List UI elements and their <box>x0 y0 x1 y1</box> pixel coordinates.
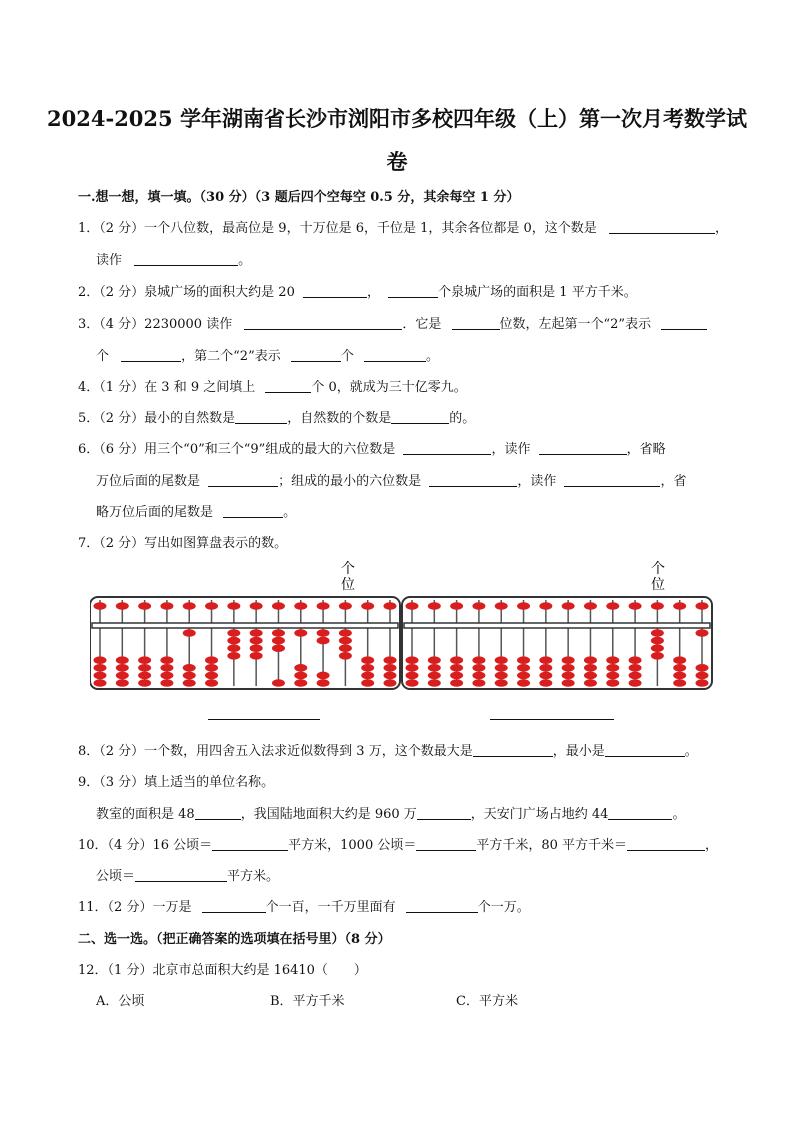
q6-period: 。 <box>283 505 297 520</box>
q3-text-2: ．它是 <box>402 317 442 332</box>
q7-answer-line-2[interactable] <box>490 719 614 720</box>
abacus-bead-lower <box>651 644 664 652</box>
abacus-bead-lower <box>227 629 240 637</box>
q6-blank-min[interactable] <box>429 485 517 487</box>
abacus-bead-lower <box>205 656 218 664</box>
q11-text-2: 个一百，一千万里面有 <box>265 900 396 915</box>
abacus-bead-lower <box>138 679 151 687</box>
q8-blank-max[interactable] <box>473 755 553 757</box>
ones-place-label-char1: 个 <box>651 561 665 577</box>
abacus-bead-lower <box>94 656 107 664</box>
abacus-bead-lower <box>606 664 619 672</box>
q6-text-5: ；组成的最小的六位数是 <box>278 474 422 489</box>
question-9: 9．（3 分）填上适当的单位名称。 <box>78 775 275 790</box>
abacus-bead-lower <box>361 672 374 680</box>
q1-blank-reading[interactable] <box>134 264 238 266</box>
abacus-bead-lower <box>138 664 151 672</box>
abacus-bead-lower <box>317 637 330 645</box>
abacus-figure <box>90 557 716 691</box>
q2-blank-count[interactable] <box>388 296 438 298</box>
abacus-bead-upper <box>406 602 419 610</box>
abacus-bead-lower <box>384 672 397 680</box>
abacus-bead-lower <box>562 672 575 680</box>
q3-text-3: 位数，左起第一个“2”表示 <box>499 317 652 332</box>
abacus-bead-lower <box>183 664 196 672</box>
q3-text-6: 个 <box>340 349 354 364</box>
abacus-bead-upper <box>562 602 575 610</box>
question-6-line3 <box>96 501 296 520</box>
abacus-bead-lower <box>294 629 307 637</box>
abacus-bead-lower <box>517 656 530 664</box>
abacus-bead-lower <box>227 637 240 645</box>
abacus-bead-upper <box>673 602 686 610</box>
q10-blank-4[interactable] <box>135 880 227 882</box>
abacus-bead-lower <box>227 652 240 660</box>
question-12: 12．（1 分）北京市总面积大约是 16410（ ） <box>78 963 367 978</box>
q3-text-4: 个 <box>96 349 110 364</box>
abacus-bead-lower <box>339 652 352 660</box>
abacus-bead-lower <box>629 656 642 664</box>
q5-text-3: 的。 <box>449 411 476 426</box>
question-6 <box>78 438 666 457</box>
q12-option-a[interactable]: A．公顷 <box>96 994 145 1009</box>
abacus-bead-lower <box>584 656 597 664</box>
abacus-bead-lower <box>606 656 619 664</box>
abacus-bead-upper <box>227 602 240 610</box>
question-10 <box>78 834 718 853</box>
abacus-frame <box>402 597 712 689</box>
q9-text: 教室的面积是 48 <box>96 807 195 822</box>
question-6-line2 <box>96 470 686 489</box>
abacus-bead-upper <box>361 602 374 610</box>
abacus-bead-upper <box>294 602 307 610</box>
abacus-bead-lower <box>250 652 263 660</box>
q12-option-b[interactable]: B．平方千米 <box>270 994 345 1009</box>
abacus-bead-lower <box>339 637 352 645</box>
q6-blank-min-reading[interactable] <box>564 485 660 487</box>
page-title: 2024-2025 学年湖南省长沙市浏阳市多校四年级（上）第一次月考数学试 <box>47 106 747 131</box>
abacus-bead-lower <box>472 679 485 687</box>
q4-text-2: 个 0，就成为三十亿零九。 <box>311 380 467 395</box>
abacus-bead-lower <box>384 664 397 672</box>
q1-text: 1．（2 分）一个八位数，最高位是 9，十万位是 6，千位是 1，其余各位都是 0，这个数是 <box>78 221 597 236</box>
q6-blank-min-approx[interactable] <box>223 516 283 518</box>
q5-blank-2[interactable] <box>391 422 449 424</box>
question-1-line2 <box>96 249 251 268</box>
q12-option-c[interactable]: C．平方米 <box>456 994 518 1009</box>
abacus-bead-lower <box>606 672 619 680</box>
abacus-bead-upper <box>160 602 173 610</box>
abacus-right <box>402 597 712 689</box>
section-heading-2: 二、选一选。（把正确答案的选项填在括号里）（8 分） <box>78 932 391 947</box>
q6-text-3: ，省略 <box>626 442 666 457</box>
abacus-bead-lower <box>138 656 151 664</box>
q9-period: 。 <box>672 807 686 822</box>
abacus-bead-lower <box>428 672 441 680</box>
abacus-bead-upper <box>428 602 441 610</box>
q6-blank-max[interactable] <box>403 453 491 455</box>
q10-text-4: 公顷＝ <box>96 869 136 884</box>
abacus-bead-upper <box>138 602 151 610</box>
abacus-bead-lower <box>673 664 686 672</box>
question-5 <box>78 407 475 426</box>
q6-blank-max-reading[interactable] <box>539 453 627 455</box>
abacus-bead-lower <box>272 629 285 637</box>
abacus-bead-lower <box>428 656 441 664</box>
q2-comma: ， <box>367 285 381 300</box>
abacus-bead-upper <box>339 602 352 610</box>
abacus-bead-lower <box>562 656 575 664</box>
abacus-bead-lower <box>406 656 419 664</box>
abacus-bead-lower <box>629 672 642 680</box>
q3-blank-reading[interactable] <box>244 328 402 330</box>
abacus-bead-lower <box>673 672 686 680</box>
abacus-bead-lower <box>250 629 263 637</box>
abacus-bead-lower <box>696 672 709 680</box>
abacus-bead-lower <box>94 664 107 672</box>
abacus-bead-lower <box>183 672 196 680</box>
abacus-bead-lower <box>384 656 397 664</box>
abacus-bead-lower <box>495 664 508 672</box>
abacus-frame <box>90 597 400 689</box>
q8-blank-min[interactable] <box>605 755 685 757</box>
q1-comma: ， <box>714 221 728 236</box>
q8-text: 8．（2 分）一个数，用四舍五入法求近似数得到 3 万，这个数最大是 <box>78 744 473 759</box>
abacus-bead-upper <box>94 602 107 610</box>
abacus-bead-lower <box>160 656 173 664</box>
q3-period: 。 <box>426 349 440 364</box>
abacus-bead-lower <box>517 664 530 672</box>
question-8 <box>78 740 698 759</box>
abacus-bead-lower <box>517 679 530 687</box>
page-title-continued: 卷 <box>386 149 408 174</box>
abacus-bead-lower <box>272 644 285 652</box>
question-3-line2 <box>96 345 439 364</box>
q10-blank-1[interactable] <box>212 849 288 851</box>
abacus-bead-lower <box>272 679 285 687</box>
abacus-bead-lower <box>472 656 485 664</box>
abacus-bead-lower <box>183 629 196 637</box>
abacus-bead-lower <box>94 672 107 680</box>
abacus-bead-lower <box>539 656 552 664</box>
abacus-bead-lower <box>629 679 642 687</box>
q2-text: 2．（2 分）泉城广场的面积大约是 20 <box>78 285 295 300</box>
abacus-beam <box>92 623 398 628</box>
abacus-bead-lower <box>205 664 218 672</box>
q5-blank-1[interactable] <box>235 422 287 424</box>
q11-text: 11．（2 分）一万是 <box>78 900 192 915</box>
q2-text-2: 个泉城广场的面积是 1 平方千米。 <box>438 285 637 300</box>
abacus-bead-upper <box>116 602 129 610</box>
q6-text-6: ，读作 <box>517 474 557 489</box>
abacus-bead-lower <box>629 664 642 672</box>
abacus-bead-lower <box>651 637 664 645</box>
q11-blank-1[interactable] <box>202 911 266 913</box>
abacus-bead-lower <box>562 664 575 672</box>
abacus-bead-upper <box>317 602 330 610</box>
question-10-line2 <box>96 865 279 884</box>
q2-blank-unit[interactable] <box>303 296 367 298</box>
abacus-bead-upper <box>584 602 597 610</box>
question-1 <box>78 217 728 236</box>
abacus-bead-lower <box>361 664 374 672</box>
q6-text: 6．（6 分）用三个“0”和三个“9”组成的最大的六位数是 <box>78 442 396 457</box>
q4-text: 4．（1 分）在 3 和 9 之间填上 <box>78 380 256 395</box>
abacus-bead-lower <box>696 679 709 687</box>
abacus-bead-lower <box>651 652 664 660</box>
abacus-bead-upper <box>696 602 709 610</box>
q3-blank-count-2[interactable] <box>291 360 341 362</box>
abacus-bead-lower <box>361 679 374 687</box>
question-4 <box>78 376 467 395</box>
q6-text-7: ，省 <box>660 474 687 489</box>
abacus-bead-upper <box>450 602 463 610</box>
abacus-bead-lower <box>495 672 508 680</box>
question-7: 7．（2 分）写出如图算盘表示的数。 <box>78 536 288 551</box>
q3-text-5: ，第二个“2”表示 <box>181 349 281 364</box>
abacus-bead-lower <box>584 679 597 687</box>
abacus-bead-lower <box>294 664 307 672</box>
abacus-bead-lower <box>495 656 508 664</box>
abacus-bead-lower <box>696 629 709 637</box>
abacus-bead-lower <box>651 629 664 637</box>
abacus-bead-lower <box>116 664 129 672</box>
abacus-bead-upper <box>250 602 263 610</box>
abacus-bead-lower <box>317 672 330 680</box>
q9-blank-2[interactable] <box>417 818 471 820</box>
abacus-bead-lower <box>406 672 419 680</box>
q3-blank-count-1[interactable] <box>661 328 707 330</box>
question-2 <box>78 281 637 300</box>
abacus-bead-lower <box>406 679 419 687</box>
ones-place-label-char2: 位 <box>341 577 355 593</box>
abacus-bead-lower <box>450 656 463 664</box>
abacus-bead-lower <box>317 629 330 637</box>
question-9-line2 <box>96 803 685 822</box>
section-heading-1: 一.想一想，填一填。（30 分）（3 题后四个空每空 0.5 分，其余每空 1 分） <box>78 190 520 205</box>
q1-period: 。 <box>238 253 252 268</box>
abacus-bead-lower <box>138 672 151 680</box>
q8-period: 。 <box>684 744 698 759</box>
q10-text-5: 平方米。 <box>227 869 280 884</box>
abacus-bead-upper <box>272 602 285 610</box>
abacus-bead-lower <box>606 679 619 687</box>
abacus-bead-lower <box>450 672 463 680</box>
q6-text-8: 略万位后面的尾数是 <box>96 505 214 520</box>
q3-text: 3．（4 分）2230000 读作 <box>78 317 233 332</box>
abacus-bead-lower <box>428 664 441 672</box>
abacus-bead-upper <box>384 602 397 610</box>
abacus-bead-lower <box>94 679 107 687</box>
abacus-bead-lower <box>584 664 597 672</box>
abacus-bead-lower <box>450 679 463 687</box>
q11-text-3: 个一万。 <box>477 900 530 915</box>
q8-text-2: ，最小是 <box>552 744 605 759</box>
abacus-bead-lower <box>205 679 218 687</box>
q9-blank-3[interactable] <box>608 818 672 820</box>
q6-text-2: ，读作 <box>491 442 531 457</box>
q7-answer-line-1[interactable] <box>208 719 320 720</box>
abacus-bead-lower <box>160 672 173 680</box>
ones-place-label-char1: 个 <box>341 561 355 577</box>
ones-place-label-char2: 位 <box>651 577 665 593</box>
abacus-bead-lower <box>250 644 263 652</box>
abacus-bead-lower <box>517 672 530 680</box>
abacus-left <box>90 597 400 689</box>
abacus-bead-lower <box>294 672 307 680</box>
q10-text-3: 平方千米，80 平方千米＝ <box>476 838 628 853</box>
q5-text: 5．（2 分）最小的自然数是 <box>78 411 236 426</box>
abacus-bead-upper <box>472 602 485 610</box>
abacus-bead-upper <box>205 602 218 610</box>
q10-blank-3[interactable] <box>627 849 705 851</box>
q1-read-label: 读作 <box>96 253 123 268</box>
abacus-bead-lower <box>339 644 352 652</box>
abacus-bead-lower <box>160 664 173 672</box>
abacus-bead-lower <box>406 664 419 672</box>
abacus-beam <box>404 623 710 628</box>
abacus-bead-lower <box>183 679 196 687</box>
abacus-bead-lower <box>562 679 575 687</box>
q10-comma: ， <box>705 838 719 853</box>
abacus-bead-lower <box>495 679 508 687</box>
q3-blank-unit-1[interactable] <box>121 360 181 362</box>
abacus-bead-upper <box>495 602 508 610</box>
abacus-bead-lower <box>696 664 709 672</box>
abacus-bead-lower <box>339 629 352 637</box>
q9-blank-1[interactable] <box>195 818 241 820</box>
abacus-bead-upper <box>651 602 664 610</box>
abacus-bead-lower <box>227 644 240 652</box>
abacus-bead-lower <box>539 672 552 680</box>
q4-blank[interactable] <box>265 391 311 393</box>
abacus-bead-upper <box>606 602 619 610</box>
q6-blank-max-approx[interactable] <box>208 485 278 487</box>
abacus-bead-lower <box>294 679 307 687</box>
abacus-bead-upper <box>629 602 642 610</box>
abacus-bead-lower <box>450 664 463 672</box>
abacus-bead-lower <box>250 637 263 645</box>
abacus-bead-lower <box>428 679 441 687</box>
abacus-bead-lower <box>384 679 397 687</box>
q10-text-2: 平方米，1000 公顷＝ <box>288 838 417 853</box>
abacus-bead-upper <box>517 602 530 610</box>
abacus-bead-upper <box>539 602 552 610</box>
q10-text: 10．（4 分）16 公顷＝ <box>78 838 213 853</box>
abacus-bead-lower <box>673 656 686 664</box>
q10-blank-2[interactable] <box>416 849 476 851</box>
q1-blank-number[interactable] <box>609 232 715 234</box>
abacus-bead-lower <box>205 672 218 680</box>
abacus-bead-lower <box>539 664 552 672</box>
question-11 <box>78 896 530 915</box>
abacus-bead-lower <box>116 672 129 680</box>
abacus-bead-lower <box>472 672 485 680</box>
q3-blank-digits[interactable] <box>452 328 500 330</box>
q9-text-3: ，天安门广场占地约 44 <box>470 807 609 822</box>
abacus-bead-lower <box>472 664 485 672</box>
abacus-bead-lower <box>272 637 285 645</box>
abacus-bead-lower <box>361 656 374 664</box>
q6-text-4: 万位后面的尾数是 <box>96 474 201 489</box>
abacus-bead-lower <box>116 679 129 687</box>
q9-text-2: ，我国陆地面积大约是 960 万 <box>240 807 417 822</box>
abacus-bead-lower <box>539 679 552 687</box>
abacus-bead-upper <box>183 602 196 610</box>
abacus-bead-lower <box>317 679 330 687</box>
q5-text-2: ，自然数的个数是 <box>287 411 392 426</box>
abacus-bead-lower <box>116 656 129 664</box>
question-3 <box>78 313 707 332</box>
abacus-bead-lower <box>584 672 597 680</box>
abacus-bead-lower <box>160 679 173 687</box>
q11-blank-2[interactable] <box>406 911 478 913</box>
abacus-bead-lower <box>673 679 686 687</box>
q3-blank-unit-2[interactable] <box>364 360 426 362</box>
